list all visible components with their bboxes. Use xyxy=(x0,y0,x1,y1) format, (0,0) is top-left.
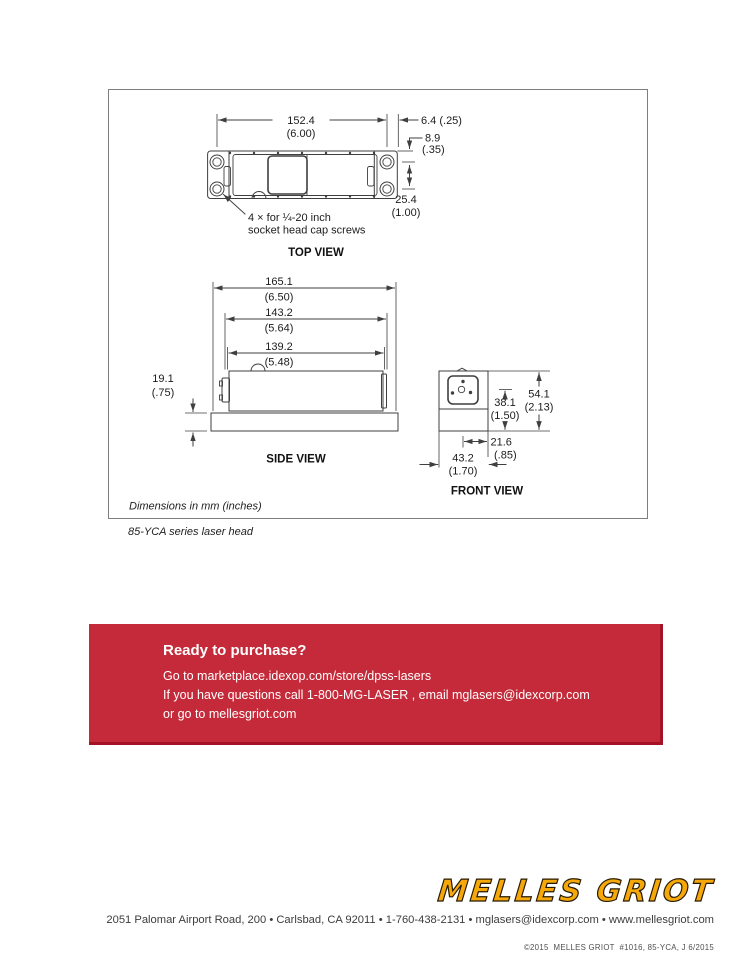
dim-front-center-mm: 21.6 xyxy=(490,436,512,449)
laser-head-drawing xyxy=(109,90,646,517)
top-view-outline xyxy=(208,151,398,199)
footer-legal: ©2015 MELLES GRIOT #1016, 85-YCA, J 6/2015 xyxy=(524,943,714,952)
screw-hole-dots xyxy=(229,152,375,198)
dim-side-base-in: (.75) xyxy=(151,387,175,399)
dim-side-inner-mm: 139.2 xyxy=(265,341,293,353)
front-view-dimensions xyxy=(420,371,553,498)
footer-address: 2051 Palomar Airport Road, 200 • Carlsbad, CA 92011 • 1-760-438-2131 • mglasers@idexcorp.com • www.mellesgriot.com xyxy=(106,914,714,926)
dimension-figure-box xyxy=(108,89,648,519)
dim-front-beam-in: (1.50) xyxy=(490,410,520,422)
screw-note-line1: 4 × for ¼-20 inch xyxy=(248,212,331,224)
dim-front-width-mm: 43.2 xyxy=(452,452,474,465)
banner-line-website: or go to mellesgriot.com xyxy=(163,707,297,721)
dim-top-hole1-in: (.35) xyxy=(422,144,445,156)
dim-front-height-in: (2.13) xyxy=(524,401,554,414)
figure-caption: 85-YCA series laser head xyxy=(128,526,253,538)
dim-top-width-mm: 152.4 xyxy=(287,114,315,127)
side-view-outline xyxy=(211,364,398,431)
banner-line-contact: If you have questions call 1-800-MG-LASER , email mglasers@idexcorp.com xyxy=(163,688,590,702)
dim-side-base-mm: 19.1 xyxy=(152,373,174,385)
units-note: Dimensions in mm (inches) xyxy=(129,500,262,513)
banner-line-store-url: Go to marketplace.idexop.com/store/dpss-lasers xyxy=(163,669,432,683)
dim-top-hole1-mm: 8.9 xyxy=(425,132,441,145)
dim-front-beam-mm: 38.1 xyxy=(494,397,516,409)
dim-top-offset: 6.4 (.25) xyxy=(421,115,462,127)
screw-note-line2: socket head cap screws xyxy=(248,224,366,237)
dim-side-outer-mm: 143.2 xyxy=(265,307,293,319)
dim-side-outer-in: (5.64) xyxy=(264,322,294,335)
side-view-label: SIDE VIEW xyxy=(266,453,326,466)
front-view-outline xyxy=(439,368,488,431)
banner-body xyxy=(163,667,590,724)
dim-top-holes-in: (1.00) xyxy=(391,207,421,219)
dim-side-total-mm: 165.1 xyxy=(265,276,293,288)
dim-side-inner-in: (5.48) xyxy=(264,356,294,369)
dim-top-width-in: (6.00) xyxy=(286,128,316,140)
top-view-dimensions xyxy=(217,114,462,259)
melles-griot-logo: MELLES GRIOT xyxy=(436,874,716,909)
purchase-banner xyxy=(89,624,663,745)
dim-side-total-in: (6.50) xyxy=(264,291,294,304)
banner-title: Ready to purchase? xyxy=(163,642,307,659)
front-view-label: FRONT VIEW xyxy=(450,485,524,498)
dim-front-height-mm: 54.1 xyxy=(528,388,550,401)
dim-front-center-in: (.85) xyxy=(494,449,517,462)
dim-top-holes-mm: 25.4 xyxy=(395,194,417,206)
dim-front-width-in: (1.70) xyxy=(448,465,478,478)
top-view-label: TOP VIEW xyxy=(288,247,344,259)
